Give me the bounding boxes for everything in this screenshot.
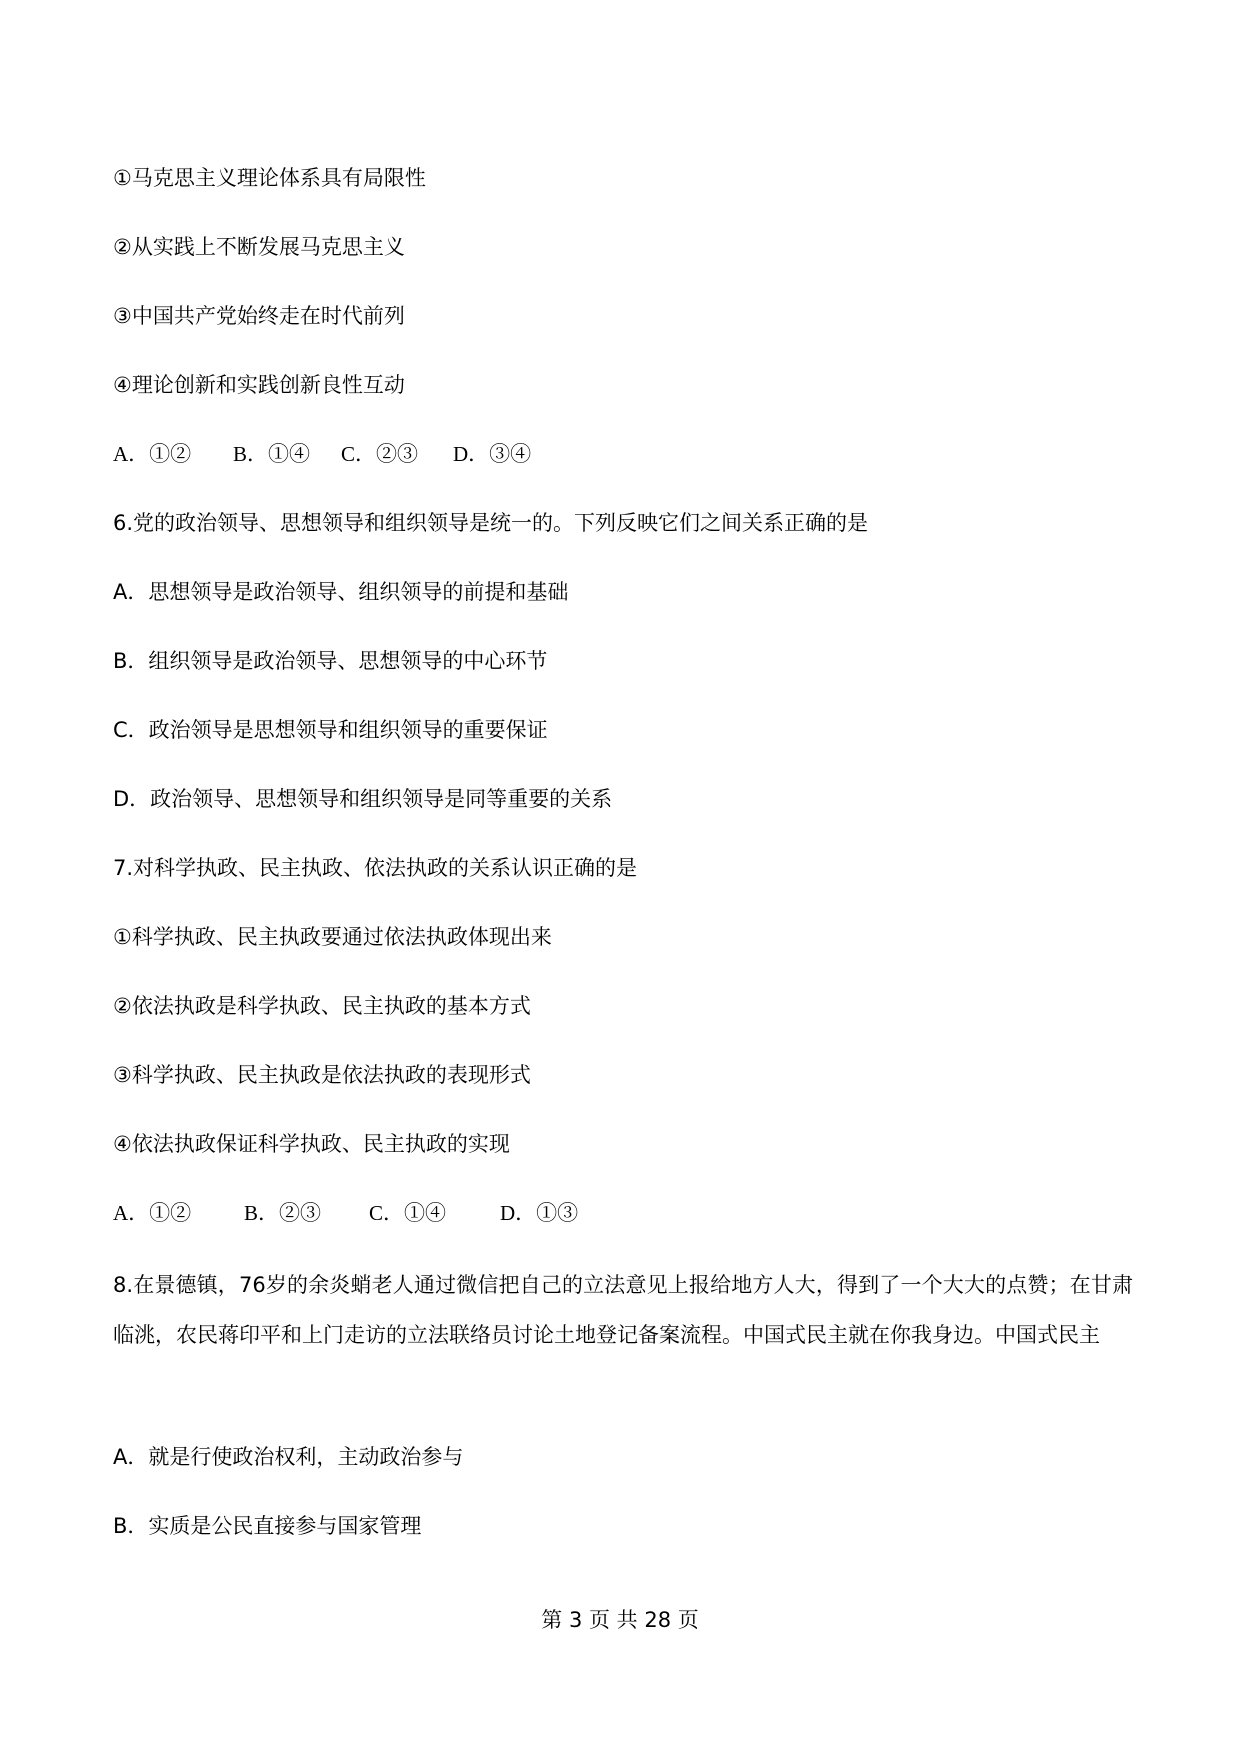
q5-option-b: B．①④ [233, 442, 311, 466]
page-footer: 第 3 页 共 28 页 [541, 1608, 699, 1632]
q6-option-b: B．组织领导是政治领导、思想领导的中心环节 [113, 649, 548, 673]
q8-option-b: B．实质是公民直接参与国家管理 [113, 1514, 422, 1538]
q5-item-4: ④理论创新和实践创新良性互动 [113, 373, 405, 397]
q8-option-a: A．就是行使政治权利，主动政治参与 [113, 1445, 464, 1469]
q7-item-4: ④依法执政保证科学执政、民主执政的实现 [113, 1132, 510, 1156]
q7-option-d: D．①③ [500, 1201, 579, 1225]
q7-item-3: ③科学执政、民主执政是依法执政的表现形式 [113, 1063, 531, 1087]
q6-stem: 6.党的政治领导、思想领导和组织领导是统一的。下列反映它们之间关系正确的是 [113, 511, 869, 535]
q7-item-1: ①科学执政、民主执政要通过依法执政体现出来 [113, 925, 552, 949]
q6-option-a: A．思想领导是政治领导、组织领导的前提和基础 [113, 580, 569, 604]
q6-option-c: C．政治领导是思想领导和组织领导的重要保证 [113, 718, 548, 742]
q7-item-2: ②依法执政是科学执政、民主执政的基本方式 [113, 994, 531, 1018]
q6-option-d: D．政治领导、思想领导和组织领导是同等重要的关系 [113, 787, 613, 811]
q5-item-1: ①马克思主义理论体系具有局限性 [113, 166, 426, 190]
q5-option-d: D．③④ [453, 442, 532, 466]
q7-option-c: C．①④ [369, 1201, 447, 1225]
q7-option-b: B．②③ [244, 1201, 322, 1225]
q5-option-a: A．①② [113, 442, 192, 466]
q5-item-3: ③中国共产党始终走在时代前列 [113, 304, 405, 328]
q5-option-c: C．②③ [341, 442, 419, 466]
q5-item-2: ②从实践上不断发展马克思主义 [113, 235, 405, 259]
q8-stem: 8.在景德镇，76岁的余炎蛸老人通过微信把自己的立法意见上报给地方人大，得到了一个大大的点赞；在甘肃临洮，农民蒋印平和上门走访的立法联络员讨论土地登记备案流程。中国式民主就在你我身边。中国式民主 [113, 1273, 1133, 1347]
q7-stem: 7.对科学执政、民主执政、依法执政的关系认识正确的是 [113, 856, 638, 880]
q7-option-a: A．①② [113, 1201, 192, 1225]
